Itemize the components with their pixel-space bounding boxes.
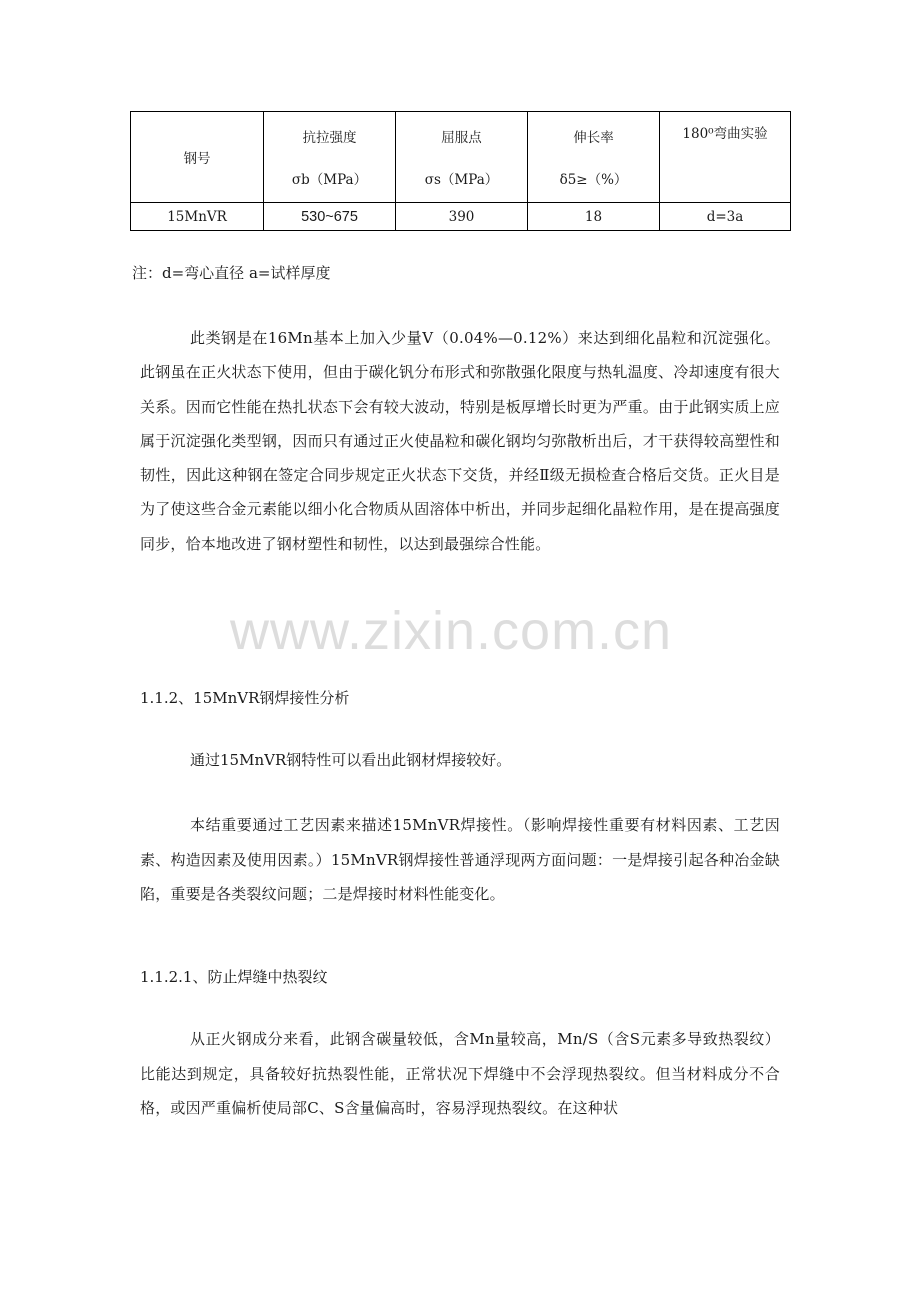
table-header-row [131, 112, 791, 203]
cell-grade: 15MnVR [131, 203, 264, 231]
table-row [131, 203, 791, 231]
header-tensile-unit: σb（MPa） [291, 172, 368, 188]
header-elongation-unit: δ5≥（%） [559, 172, 628, 188]
cell-elongation: 18 [528, 203, 660, 231]
header-grade-label: 钢号 [183, 151, 211, 167]
header-yield [396, 112, 528, 203]
steel-properties-table [130, 111, 791, 231]
header-grade [131, 112, 264, 203]
section-heading-weldability: 1.1.2、15MnVR钢焊接性分析 [140, 689, 350, 707]
cell-yield: 390 [396, 203, 528, 231]
table-note: 注：d=弯心直径 a=试样厚度 [132, 264, 331, 282]
header-yield-label: 屈服点 [441, 130, 482, 146]
cell-tensile: 530~675 [264, 203, 396, 231]
header-yield-unit: σs（MPa） [424, 172, 499, 188]
header-elongation [528, 112, 660, 203]
paragraph-process-factors: 本结重要通过工艺因素来描述15MnVR焊接性。（影响焊接性重要有材料因素、工艺因素、构造因素及使用因素。）15MnVR钢焊接性普通浮现两方面问题：一是焊接引起各种冶金缺陷，重要是各类裂纹问题；二是焊接时材料性能变化。 [140, 816, 780, 903]
header-bend-test [660, 112, 791, 203]
paragraph-weldability-intro: 通过15MnVR钢特性可以看出此钢材焊接较好。 [190, 751, 512, 769]
header-tensile [264, 112, 396, 203]
header-bend-label: 180⁰弯曲实验 [682, 126, 768, 142]
cell-bend: d=3a [660, 203, 791, 231]
section-heading-hot-cracks: 1.1.2.1、防止焊缝中热裂纹 [140, 968, 328, 986]
watermark: www.zixin.com.cn [230, 601, 673, 661]
paragraph-hot-crack-prevention: 从正火钢成分来看，此钢含碳量较低，含Mn量较高，Mn/S（含S元素多导致热裂纹）比能达到规定，具备较好抗热裂性能，正常状况下焊缝中不会浮现热裂纹。但当材料成分不合格，或因严重偏析使局部C、S含量偏高时，容易浮现热裂纹。在这种状 [140, 1030, 780, 1117]
header-tensile-label: 抗拉强度 [302, 130, 357, 146]
paragraph-vanadium-strengthening: 此类钢是在16Mn基本上加入少量V（0.04%—0.12%）来达到细化晶粒和沉淀强化。此钢虽在正火状态下使用，但由于碳化钒分布形式和弥散强化限度与热轧温度、冷却速度有很大关系。因而它性能在热扎状态下会有较大波动，特别是板厚增长时更为严重。由于此钢实质上应属于沉淀强化类型钢，因而只有通过正火使晶粒和碳化钢均匀弥散析出后，才干获得较高塑性和韧性，因此这种钢在签定合同步规定正火状态下交货，并经Ⅱ级无损检查合格后交货。正火目是为了使这些合金元素能以细小化合物质从固溶体中析出，并同步起细化晶粒作用，是在提高强度同步，恰本地改进了钢材塑性和韧性，以达到最强综合性能。 [140, 329, 780, 553]
header-elongation-label: 伸长率 [573, 130, 614, 146]
